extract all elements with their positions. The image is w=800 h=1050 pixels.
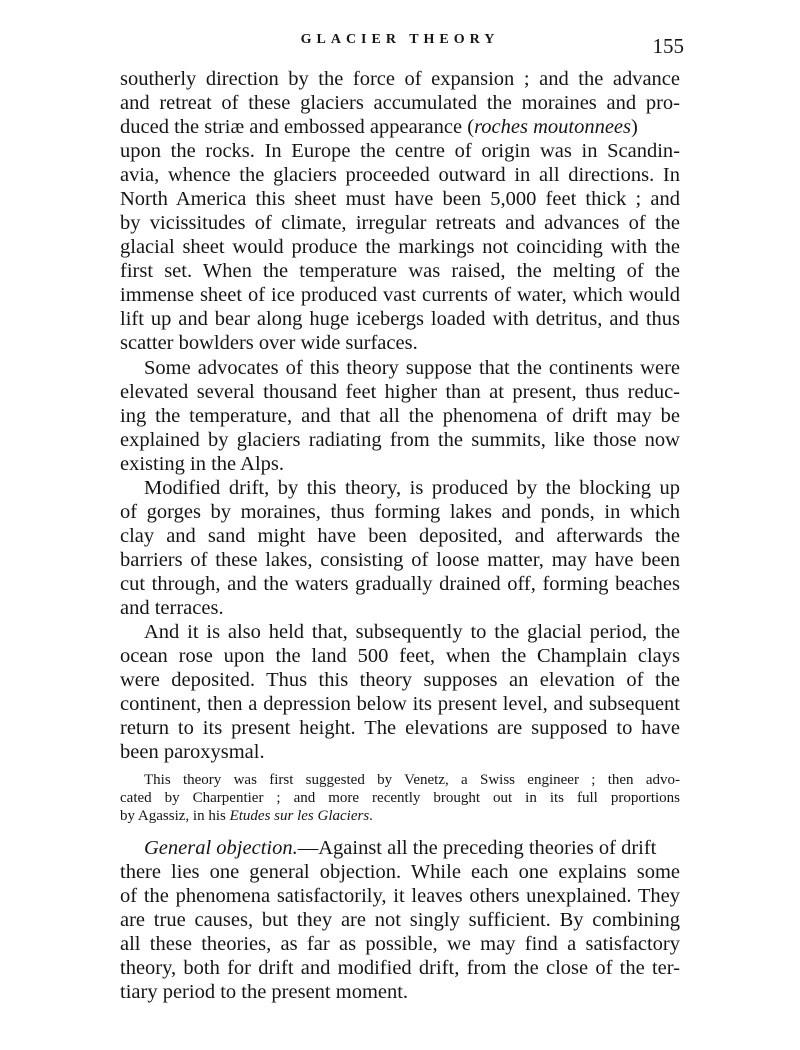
text-line: avia, whence the glaciers proceeded outward in all directions. In: [120, 164, 680, 186]
text-line: Modified drift, by this theory, is produced by the blocking up: [144, 477, 680, 499]
text-line: explained by glaciers radiating from the summits, like those now: [120, 429, 680, 451]
text-line: North America this sheet must have been 5,000 feet thick ; and: [120, 188, 680, 210]
text-line: lift up and bear along huge icebergs loaded with detritus, and thus: [120, 308, 680, 330]
text-line: General objection.—Against all the preceding theories of drift: [144, 837, 657, 859]
text-line: all these theories, as far as possible, we may find a satisfactory: [120, 933, 680, 955]
text-line: first set. When the temperature was raised, the melting of the: [120, 260, 680, 282]
text-line: been paroxysmal.: [120, 741, 265, 763]
text-line: barriers of these lakes, consisting of loose matter, may have been: [120, 549, 680, 571]
note-line: by Agassiz, in his Etudes sur les Glaciers.: [120, 808, 373, 824]
emphasis: roches moutonnees: [474, 116, 632, 138]
text-line: of gorges by moraines, thus forming lakes and ponds, in which: [120, 501, 680, 523]
text-line: and terraces.: [120, 597, 224, 619]
text-line: clay and sand might have been deposited, and afterwards the: [120, 525, 680, 547]
text-line: tiary period to the present moment.: [120, 981, 409, 1003]
text-line: glacial sheet would produce the markings not coinciding with the: [120, 236, 680, 258]
note-line: cated by Charpentier ; and more recently brought out in its full proportions: [120, 790, 680, 806]
text-line: immense sheet of ice produced vast currents of water, which would: [120, 284, 680, 306]
text-line: were deposited. Thus this theory supposes an elevation of the: [120, 669, 680, 691]
text-line: theory, both for drift and modified drift, from the close of the ter-: [120, 957, 680, 979]
text-line: duced the striæ and embossed appearance (roches moutonnees): [120, 116, 638, 138]
text-line: scatter bowlders over wide surfaces.: [120, 332, 418, 354]
running-title: GLACIER THEORY: [300, 32, 500, 47]
text-line: by vicissitudes of climate, irregular retreats and advances of the: [120, 212, 680, 234]
text-line: And it is also held that, subsequently to the glacial period, the: [144, 621, 680, 643]
text-line: and retreat of these glaciers accumulated the moraines and pro-: [120, 92, 680, 114]
page-number: 155: [652, 34, 684, 58]
text-line: southerly direction by the force of expansion ; and the advance: [120, 68, 680, 90]
text-line: are true causes, but they are not singly sufficient. By combining: [120, 909, 680, 931]
text-line: ocean rose upon the land 500 feet, when the Champlain clays: [120, 645, 680, 667]
text-line: ing the temperature, and that all the phenomena of drift may be: [120, 405, 680, 427]
text-line: cut through, and the waters gradually drained off, forming beaches: [120, 573, 680, 595]
text-line: elevated several thousand feet higher than at present, thus reduc-: [120, 381, 680, 403]
text-line: of the phenomena satisfactorily, it leaves others unexplained. They: [120, 885, 680, 907]
text-line: Some advocates of this theory suppose that the continents were: [144, 357, 680, 379]
text-line: upon the rocks. In Europe the centre of origin was in Scandin-: [120, 140, 680, 162]
text-line: return to its present height. The elevations are supposed to have: [120, 717, 680, 739]
text-line: there lies one general objection. While each one explains some: [120, 861, 680, 883]
text-line: existing in the Alps.: [120, 453, 284, 475]
text-line: continent, then a depression below its present level, and subsequent: [120, 693, 680, 715]
note-line: This theory was first suggested by Venetz, a Swiss engineer ; then advo-: [144, 772, 680, 788]
section-heading: General objection.: [144, 837, 298, 859]
emphasis: Etudes sur les Glaciers: [229, 808, 370, 824]
